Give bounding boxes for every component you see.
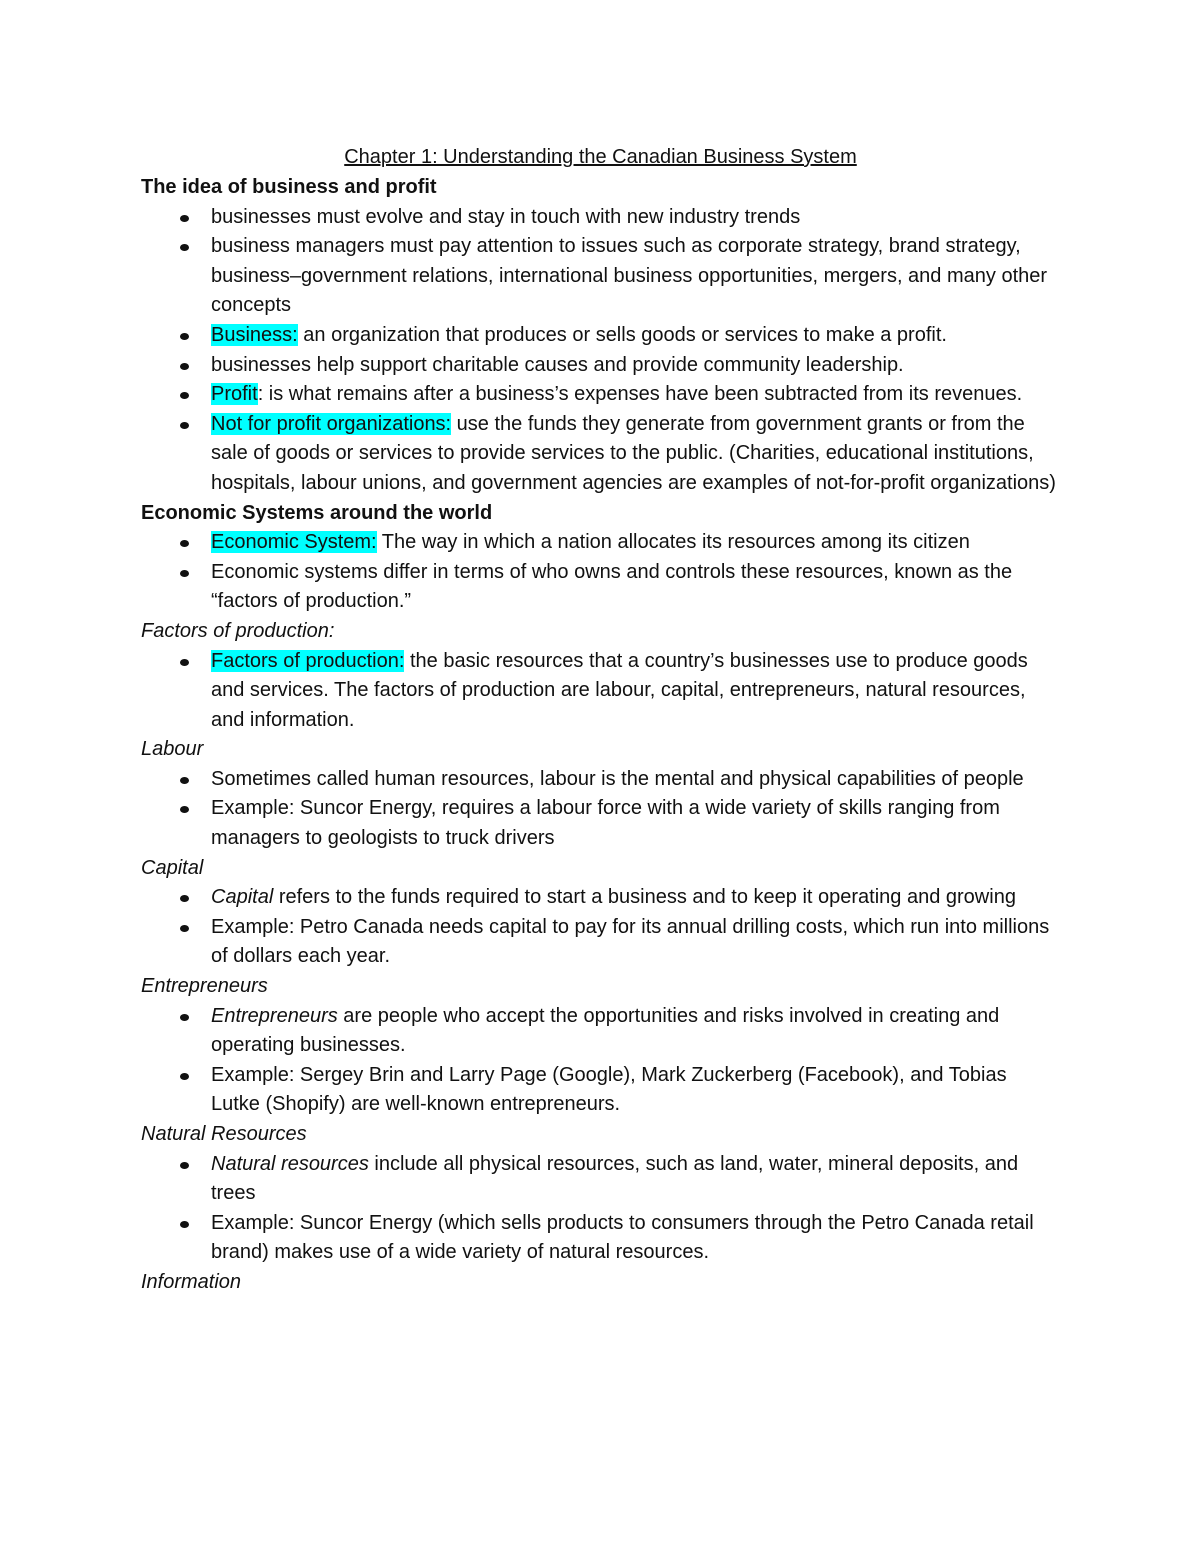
section-subheading: Information bbox=[141, 1270, 242, 1293]
highlighted-term: Profit bbox=[211, 383, 258, 406]
list-item bbox=[211, 203, 1060, 233]
list-item bbox=[211, 321, 1060, 351]
list-item bbox=[211, 410, 1060, 499]
section-subheading: Entrepreneurs bbox=[141, 975, 268, 998]
document-title: Chapter 1: Understanding the Canadian Business System bbox=[344, 146, 857, 168]
item-text: Sometimes called human resources, labour is the mental and physical capabilities of people bbox=[211, 767, 1024, 790]
item-text: : is what remains after a business’s expenses have been subtracted from its revenues. bbox=[257, 383, 1023, 406]
item-text: businesses must evolve and stay in touch with new industry trends bbox=[211, 205, 801, 228]
list-item bbox=[211, 765, 1060, 795]
highlighted-term: Not for profit organizations: bbox=[211, 412, 452, 435]
section-heading: The idea of business and profit bbox=[141, 176, 437, 198]
bullet-list bbox=[141, 528, 1060, 617]
list-item bbox=[211, 913, 1060, 972]
list-item bbox=[211, 558, 1060, 617]
bullet-list bbox=[141, 1150, 1060, 1268]
section-heading: Economic Systems around the world bbox=[141, 501, 493, 524]
bullet-list bbox=[141, 203, 1060, 499]
section-subheading: Natural Resources bbox=[141, 1123, 307, 1145]
item-text: the basic resources that a country’s businesses use to produce goods and services. The factors of production are labour, capital, entrepreneurs, natural resources, and information. bbox=[211, 649, 1028, 731]
document-body bbox=[141, 173, 1060, 1298]
italic-term: Capital bbox=[211, 886, 274, 909]
item-text: business managers must pay attention to issues such as corporate strategy, brand strategy, business–government relations, international business opportunities, mergers, and many other concepts bbox=[211, 235, 1048, 317]
list-item bbox=[211, 380, 1060, 410]
bullet-list bbox=[141, 883, 1060, 972]
item-text: Example: Suncor Energy, requires a labour force with a wide variety of skills ranging from managers to geologists to truck drivers bbox=[211, 797, 1000, 850]
list-item bbox=[211, 528, 1060, 558]
highlighted-term: Economic System: bbox=[211, 531, 377, 554]
item-text: an organization that produces or sells goods or services to make a profit. bbox=[297, 323, 947, 346]
italic-term: Entrepreneurs bbox=[211, 1004, 338, 1027]
item-text: use the funds they generate from government grants or from the sale of goods or services to provide services to the public. (Charities, educational institutions, hospitals, labour unions, and government agencies are examples of not-for-profit organizations) bbox=[211, 412, 1056, 494]
bullet-list bbox=[141, 1002, 1060, 1120]
item-text: Example: Petro Canada needs capital to pay for its annual drilling costs, which run into millions of dollars each year. bbox=[211, 915, 1050, 968]
item-text: include all physical resources, such as land, water, mineral deposits, and trees bbox=[211, 1152, 1019, 1205]
item-text: Example: Suncor Energy (which sells products to consumers through the Petro Canada retail brand) makes use of a wide variety of natural resources. bbox=[211, 1211, 1034, 1264]
item-text: Economic systems differ in terms of who owns and controls these resources, known as the “factors of production.” bbox=[211, 560, 1013, 613]
list-item bbox=[211, 794, 1060, 853]
list-item bbox=[211, 883, 1060, 913]
bullet-list bbox=[141, 647, 1060, 736]
list-item bbox=[211, 1061, 1060, 1120]
list-item bbox=[211, 647, 1060, 736]
section-subheading: Labour bbox=[141, 738, 204, 761]
item-text: businesses help support charitable causes and provide community leadership. bbox=[211, 353, 904, 376]
bullet-list bbox=[141, 765, 1060, 854]
item-text: Example: Sergey Brin and Larry Page (Google), Mark Zuckerberg (Facebook), and Tobias Lutke (Shopify) are well-known entrepreneurs. bbox=[211, 1063, 1007, 1116]
highlighted-term: Factors of production: bbox=[211, 649, 405, 672]
list-item bbox=[211, 1209, 1060, 1268]
list-item bbox=[211, 1002, 1060, 1061]
item-text: The way in which a nation allocates its resources among its citizen bbox=[376, 531, 970, 554]
list-item bbox=[211, 351, 1060, 381]
highlighted-term: Business: bbox=[211, 323, 298, 346]
section-subheading: Capital bbox=[141, 856, 204, 879]
italic-term: Natural resources bbox=[211, 1152, 369, 1175]
list-item bbox=[211, 1150, 1060, 1209]
list-item bbox=[211, 232, 1060, 321]
item-text: are people who accept the opportunities and risks involved in creating and operating businesses. bbox=[211, 1004, 1000, 1057]
section-subheading: Factors of production: bbox=[141, 619, 335, 642]
item-text: refers to the funds required to start a business and to keep it operating and growing bbox=[273, 886, 1016, 909]
